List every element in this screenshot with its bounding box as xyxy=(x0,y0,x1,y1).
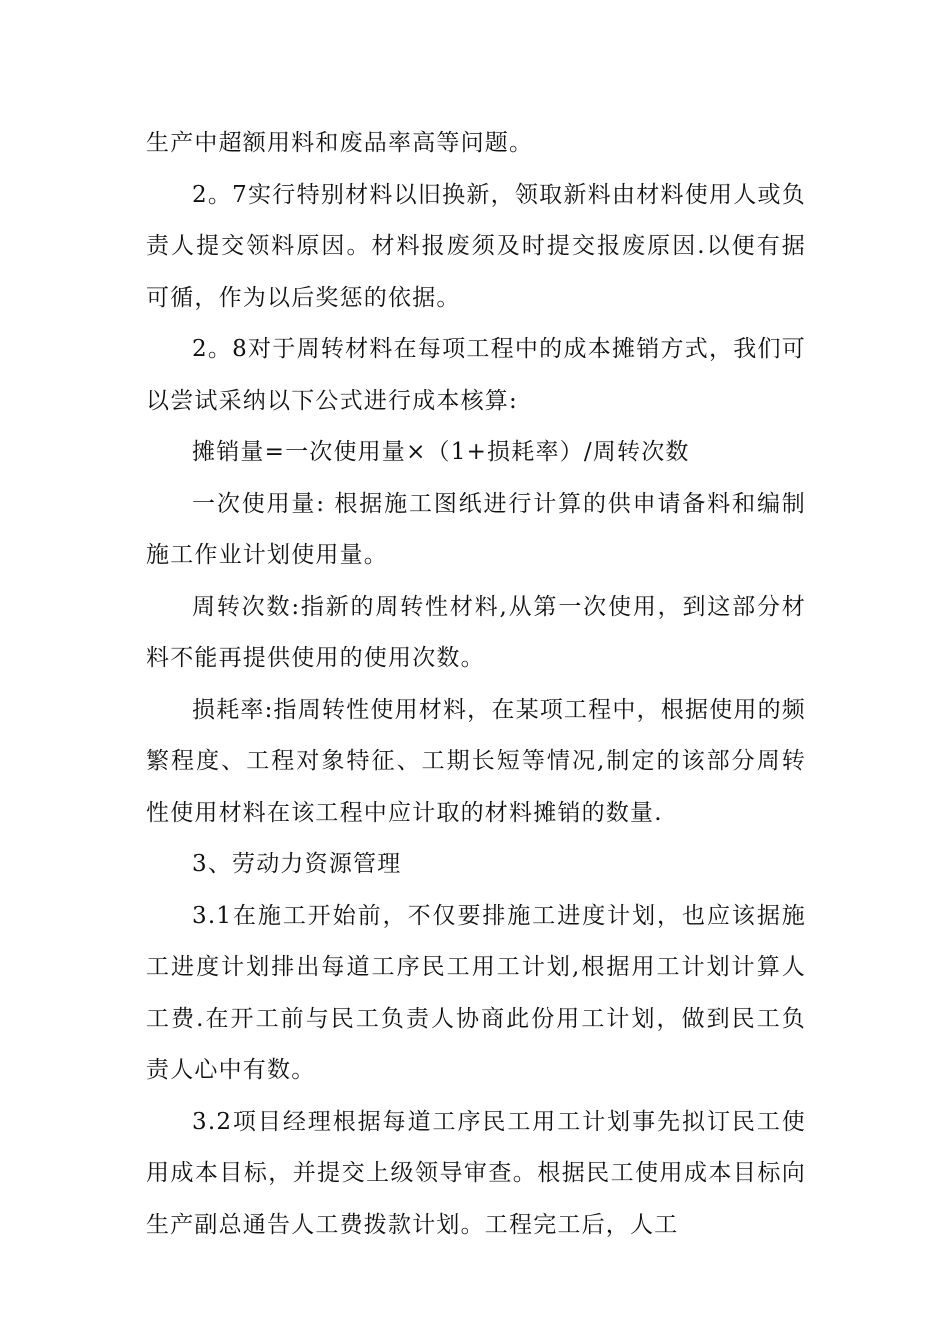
definition-loss-rate: 损耗率:指周转性使用材料，在某项工程中，根据使用的频繁程度、工程对象特征、工期长短等情况,制定的该部分周转性使用材料在该工程中应计取的材料摊销的数量. xyxy=(146,696,806,826)
paragraph-3-2: 3.2项目经理根据每道工序民工用工计划事先拟订民工使用成本目标，并提交上级领导审查。根据民工使用成本目标向生产副总通告人工费拨款计划。工程完工后，人工 xyxy=(146,1108,806,1238)
definition-single-use: 一次使用量: 根据施工图纸进行计算的供申请备料和编制施工作业计划使用量。 xyxy=(146,490,806,568)
paragraph-continuation: 生产中超额用料和废品率高等问题。 xyxy=(146,130,534,156)
definition-turnover-count: 周转次数:指新的周转性材料,从第一次使用，到这部分材料不能再提供使用的使用次数。 xyxy=(146,593,806,671)
section-heading-labor: 3、劳动力资源管理 xyxy=(192,851,402,877)
formula-line: 摊销量=一次使用量×（1+损耗率）/周转次数 xyxy=(192,439,690,465)
document-body xyxy=(146,118,806,1251)
paragraph-3-1: 3.1在施工开始前，不仅要排施工进度计划，也应该据施工进度计划排出每道工序民工用工计划,根据用工计划计算人工费.在开工前与民工负责人协商此份用工计划，做到民工负责人心中有数。 xyxy=(146,902,806,1083)
paragraph-2-8: 2。8对于周转材料在每项工程中的成本摊销方式，我们可以尝试采纳以下公式进行成本核算: xyxy=(146,336,806,414)
paragraph-2-7: 2。7实行特别材料以旧换新，领取新料由材料使用人或负责人提交领料原因。材料报废须及时提交报废原因.以便有据可循，作为以后奖惩的依据。 xyxy=(146,181,806,311)
